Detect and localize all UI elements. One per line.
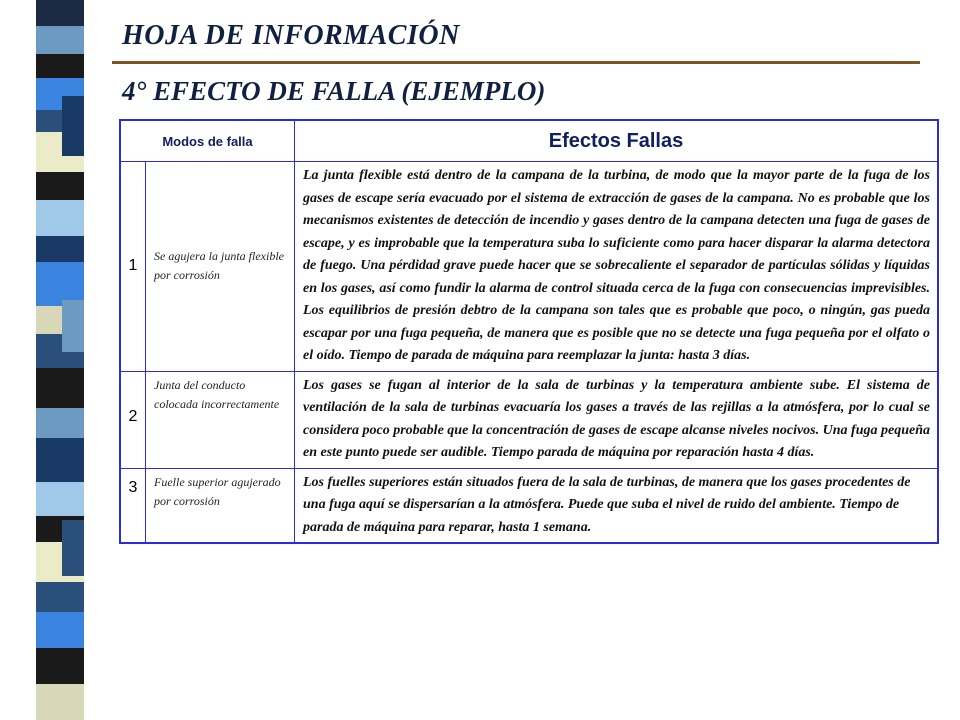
effect-cell: La junta flexible está dentro de la campana de la turbina, de modo que la mayor parte de la fuga de los gases de escape sería evacuado por el sistema de extracción de gases de la campana. No es probable que los mecanismos existentes de detección de incendio y gases dentro de la campana detecten una fuga de gases de escape, y es improbable que la temperatura suba lo suficiente como para hacer disparar la alarma detectora de fuego. Una pérdidad grave puede hacer que se sobrecaliente el separador de partículas sólidas y líquidas en los gases, así como fundir la alarma de control situada cerca de la fuga con consecuencias imprevisibles. Los equilibrios de presión debtro de la campana son tales que es probable que poco, o ningún, gas pueda escapar por una fuga pequeña, de manera que es posible que no se detecte una fuga pequeña por el olfato o el oído. Tiempo de parada de máquina para reemplazar la junta: hasta 3 días. [295,162,939,372]
table-header-row [120,120,938,162]
failure-effects-table [119,119,939,544]
page-subtitle: 4° EFECTO DE FALLA (EJEMPLO) [122,76,546,106]
stripe-edge-column [84,0,108,720]
title-underline [112,61,920,64]
header-effects: Efectos Fallas [295,120,939,162]
decorative-stripe-bar [36,0,84,720]
row-number: 1 [120,162,146,372]
failure-mode-cell: Se agujera la junta flexible por corrosión [146,162,295,372]
page-title: HOJA DE INFORMACIÓN [122,20,460,51]
failure-mode-cell: Fuelle superior agujerado por corrosión [146,468,295,543]
table-row [120,371,938,468]
table-row [120,468,938,543]
effect-cell: Los fuelles superiores están situados fuera de la sala de turbinas, de manera que los gases procedentes de una fuga aquí se dispersarían a la atmósfera. Puede que suba el nivel de ruido del ambiente. Tiempo de parada de máquina para reparar, hasta 1 semana. [295,468,939,543]
effect-cell: Los gases se fugan al interior de la sala de turbinas y la temperatura ambiente sube. El sistema de ventilación de la sala de turbinas evacuaría los gases a través de las rejillas a la atmósfera, por lo cual se considera poco probable que la concentración de gases de escape alcanse niveles nocivos. Una fuga pequeña en este punto puede ser audible. Tiempo parada de máquina por reparación hasta 4 días. [295,371,939,468]
table-row [120,162,938,372]
row-number: 2 [120,371,146,468]
row-number: 3 [120,468,146,543]
failure-mode-cell: Junta del conducto colocada incorrectamente [146,371,295,468]
header-failure-modes: Modos de falla [120,120,295,162]
